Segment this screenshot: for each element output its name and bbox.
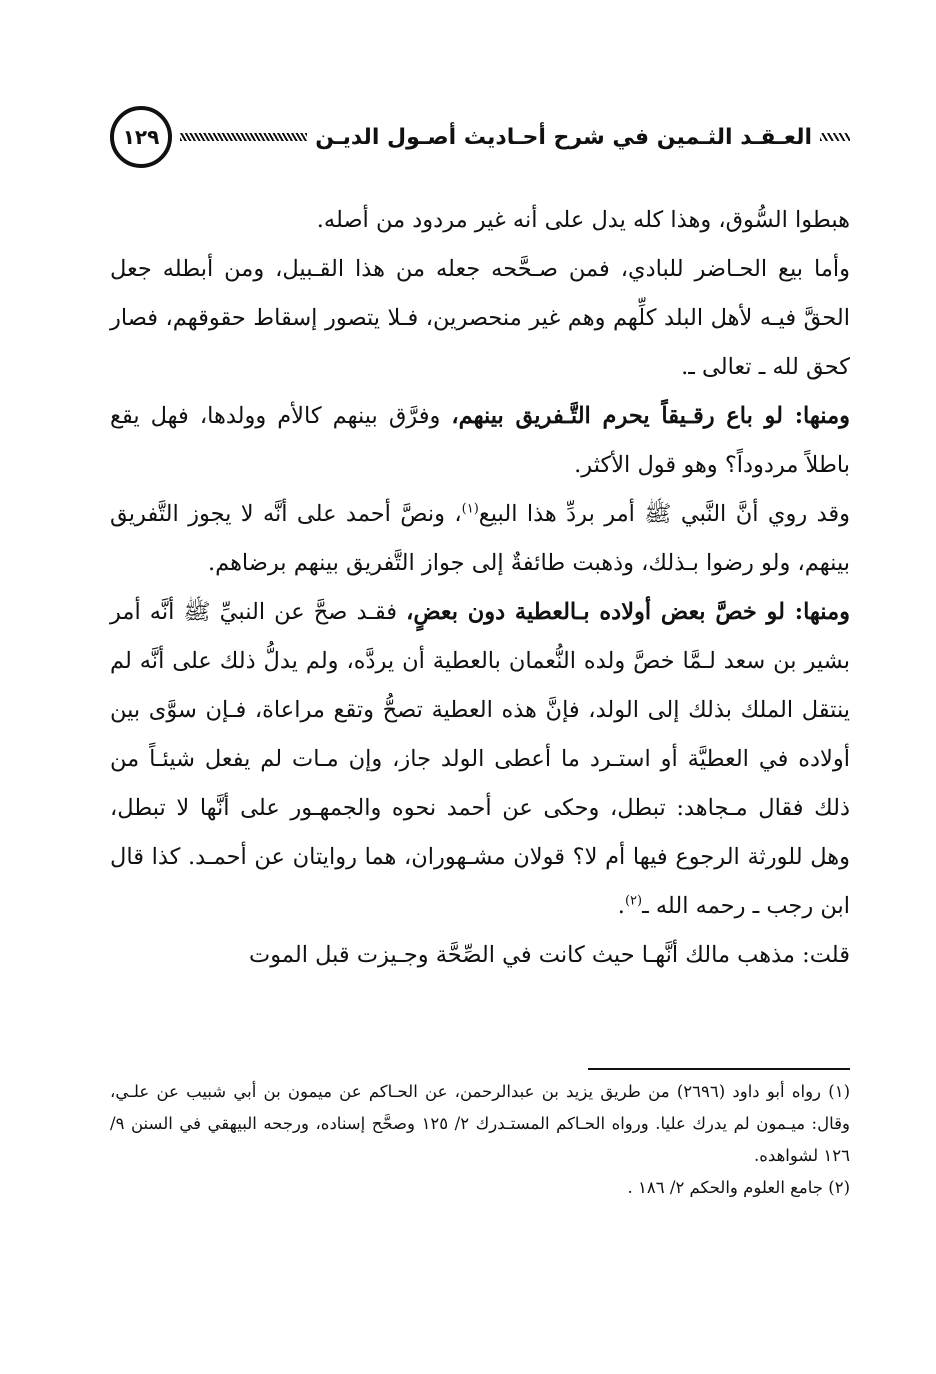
paragraph-4-text-a: وقد روي أنَّ النَّبي ﷺ أمر بردِّ هذا البيع — [478, 501, 851, 527]
header-ornament-line — [180, 133, 307, 141]
paragraph-5-text: فقـد صحَّ عن النبيِّ ﷺ أنَّه أمر بشير بن سعد لـمَّا خصَّ ولده النُّعمان بالعطية أن يردَّه، ولم يدلُّ ذلك على أنَّه لم ينتقل الملك بذلك إلى الولد، فإنَّ هذه العطية تصحُّ وتقع مراعاة، فـإن سوَّى بين أولاده في العطيَّة أو استـرد ما أعطى الولد جاز، وإن مـات لم يفعل شيئـاً من ذلك فقال مـجاهد: تبطل، وحكى عن أحمد نحوه والجمهـور على أنَّها لا تبطل، وهل للورثة الرجوع فيها أم لا؟ قولان مشـهوران، هما روايتان عن أحمـد. كذا قال ابن رجب ـ رحمه الله ـ — [110, 599, 850, 919]
footnotes — [110, 1076, 850, 1204]
paragraph-5 — [110, 588, 850, 931]
paragraph-6: قلت: مذهب مالك أنَّهـا حيث كانت في الصِّحَّة وجـيزت قبل الموت — [249, 942, 850, 968]
footnote-separator — [588, 1068, 850, 1070]
paragraph-3-text: وفرَّق بينهم كالأم وولدها، فهل يقع باطلاً مردوداً؟ وهو قول الأكثر. — [110, 403, 850, 478]
main-text — [110, 196, 850, 980]
paragraph-3-heading: ومنها: لو باع رقـيقاً يحرم التَّـفريق بينهم، — [451, 403, 850, 429]
footnote-1: (١) رواه أبو داود (٢٦٩٦) من طريق يزيد بن عبدالرحمن، عن الحـاكم عن ميمون بن أبي شبيب عن علـي، وقال: ميـمون لم يدرك عليا. ورواه الحـاكم المستـدرك ٢/ ١٢٥ وصحَّح إسناده، ورجحه البيهقي في السنن ٩/ ١٢٦ لشواهده. — [110, 1082, 851, 1165]
paragraph-3 — [110, 392, 850, 490]
paragraph-4 — [110, 490, 850, 588]
header-ornament-right — [820, 133, 850, 141]
book-title: العـقـد الثـمين في شرح أحـاديث أصـول الديـن — [315, 124, 812, 150]
paragraph-1: هبطوا السُّوق، وهذا كله يدل على أنه غير مردود من أصله. — [316, 207, 850, 233]
footnote-ref-1: (١) — [461, 501, 479, 517]
paragraph-5-heading: ومنها: لو خصَّ بعض أولاده بـالعطية دون بعضٍ، — [406, 599, 850, 625]
footnote-ref-2: (٢) — [624, 893, 643, 909]
paragraph-5-end: . — [617, 893, 625, 919]
footnote-2: (٢) جامع العلوم والحكم ٢/ ١٨٦ . — [627, 1178, 850, 1197]
paragraph-4-text-b: ، ونصَّ أحمد على أنَّه لا يجوز التَّفريق بينهم، ولو رضوا بـذلك، وذهبت طائفةٌ إلى جواز التَّفريق بينهم برضاهم. — [110, 501, 850, 576]
paragraph-2: وأما بيع الحـاضر للبادي، فمن صـحَّحه جعله من هذا القـبيل، ومن أبطله جعل الحقَّ فيـه لأهل البلد كلِّهم وهم غير منحصرين، فـلا يتصور إسقاط حقوقهم، فصار كحق لله ـ تعالى ـ. — [110, 256, 850, 380]
running-header — [110, 104, 850, 170]
page-number: ١٢٩ — [110, 106, 172, 168]
